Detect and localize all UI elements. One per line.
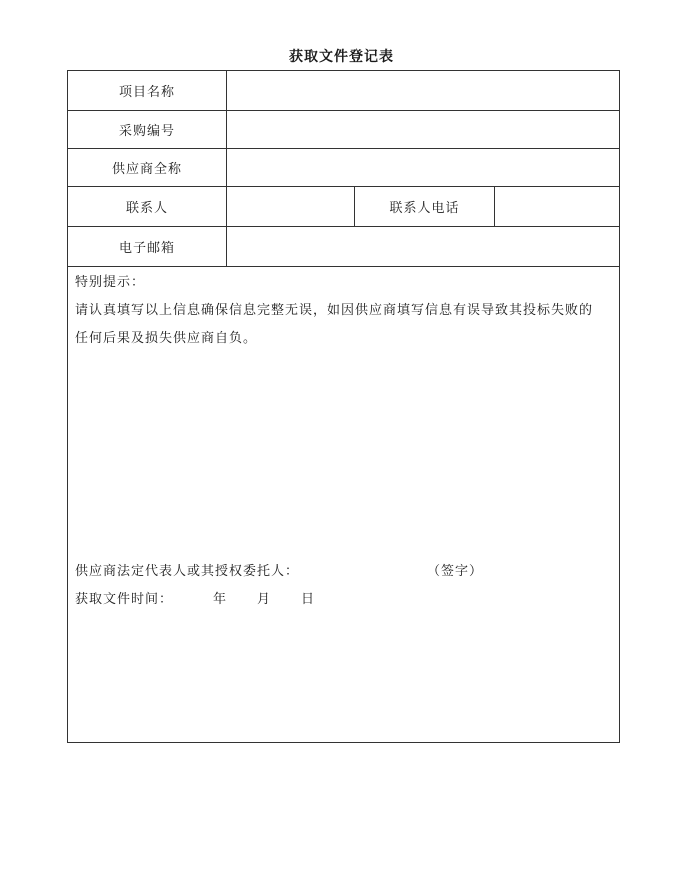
signature-hint: （签字） [427, 564, 484, 579]
date-year: 年 [213, 592, 228, 607]
date-label: 获取文件时间： [75, 592, 174, 607]
form-title: 获取文件登记表 [289, 49, 394, 65]
notice-line-2: 任何后果及损失供应商自负。 [75, 331, 258, 346]
contact-field[interactable] [226, 187, 354, 226]
row-project-name [68, 71, 619, 111]
purchase-no-field[interactable] [226, 111, 621, 148]
email-label: 电子邮箱 [118, 241, 175, 256]
date-month: 月 [257, 592, 272, 607]
contact-phone-label: 联系人电话 [354, 187, 494, 226]
contact-label: 联系人 [125, 201, 168, 216]
row-purchase-no [68, 111, 619, 149]
registration-form [67, 70, 620, 743]
notice-area [68, 267, 619, 743]
supplier-name-field[interactable] [226, 149, 621, 186]
supplier-name-label: 供应商全称 [111, 162, 182, 177]
row-contact [68, 187, 619, 227]
date-day: 日 [301, 592, 316, 607]
contact-phone-field[interactable] [494, 187, 621, 226]
purchase-no-label: 采购编号 [118, 124, 175, 139]
project-name-field[interactable] [226, 71, 621, 110]
notice-heading: 特别提示： [75, 275, 146, 290]
signature-line [75, 560, 483, 579]
row-supplier-name [68, 149, 619, 187]
project-name-label: 项目名称 [118, 85, 175, 100]
row-email [68, 227, 619, 267]
email-field[interactable] [226, 227, 621, 266]
date-line [75, 588, 315, 607]
signature-label: 供应商法定代表人或其授权委托人： [75, 564, 300, 579]
notice-line-1: 请认真填写以上信息确保信息完整无误，如因供应商填写信息有误导致其投标失败的 [75, 303, 594, 318]
